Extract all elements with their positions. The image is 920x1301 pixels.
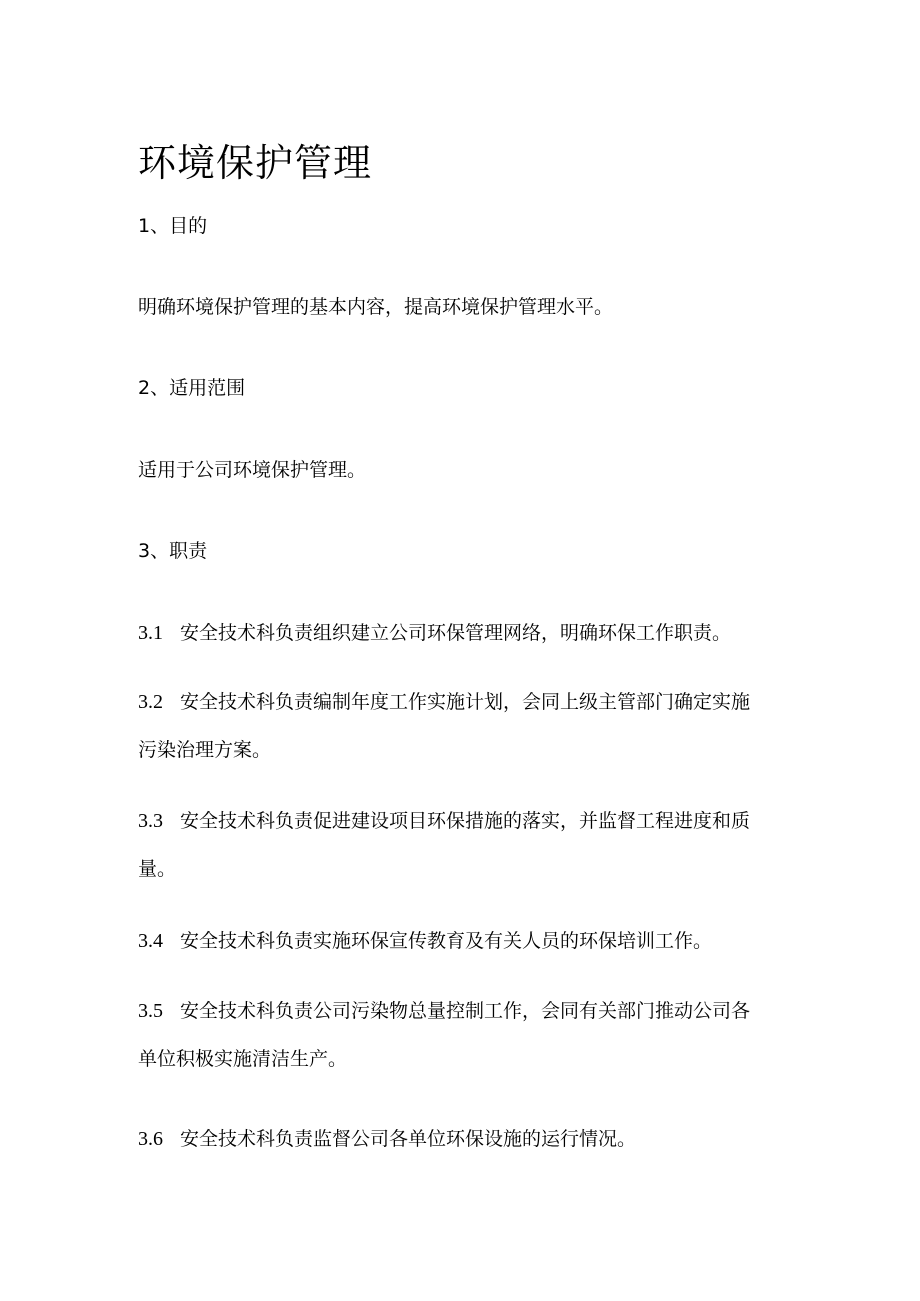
duty-number: 3.2: [138, 691, 163, 713]
duty-item-3-1: [138, 618, 798, 642]
duty-text: 安全技术科负责促进建设项目环保措施的落实，并监督工程进度和质: [180, 810, 751, 832]
section-2-text: 适用于公司环境保护管理。: [138, 459, 367, 481]
section-1-heading: 1、目的: [138, 215, 208, 237]
duty-text-continuation: 污染治理方案。: [138, 739, 272, 761]
duty-number: 3.1: [138, 622, 163, 644]
duty-item-3-2: [138, 687, 798, 759]
duty-item-3-6: [138, 1124, 798, 1148]
duty-item-3-4: [138, 926, 798, 950]
duty-text: 安全技术科负责组织建立公司环保管理网络，明确环保工作职责。: [180, 622, 732, 644]
duty-text: 安全技术科负责监督公司各单位环保设施的运行情况。: [180, 1128, 637, 1150]
duty-text: 安全技术科负责编制年度工作实施计划，会同上级主管部门确定实施: [180, 691, 751, 713]
duty-number: 3.4: [138, 930, 163, 952]
duty-item-3-3: [138, 806, 798, 878]
duty-text-continuation: 单位积极实施清洁生产。: [138, 1048, 348, 1070]
duty-text: 安全技术科负责公司污染物总量控制工作，会同有关部门推动公司各: [180, 1000, 751, 1022]
duty-number: 3.3: [138, 810, 163, 832]
duty-text: 安全技术科负责实施环保宣传教育及有关人员的环保培训工作。: [180, 930, 713, 952]
section-2-heading: 2、适用范围: [138, 377, 246, 399]
duty-text-continuation: 量。: [138, 858, 177, 880]
section-3-heading: 3、职责: [138, 540, 208, 562]
duty-item-3-5: [138, 996, 798, 1068]
document-title: 环境保护管理: [138, 141, 373, 185]
duty-number: 3.6: [138, 1128, 163, 1150]
duty-number: 3.5: [138, 1000, 163, 1022]
section-1-text: 明确环境保护管理的基本内容，提高环境保护管理水平。: [138, 296, 614, 318]
